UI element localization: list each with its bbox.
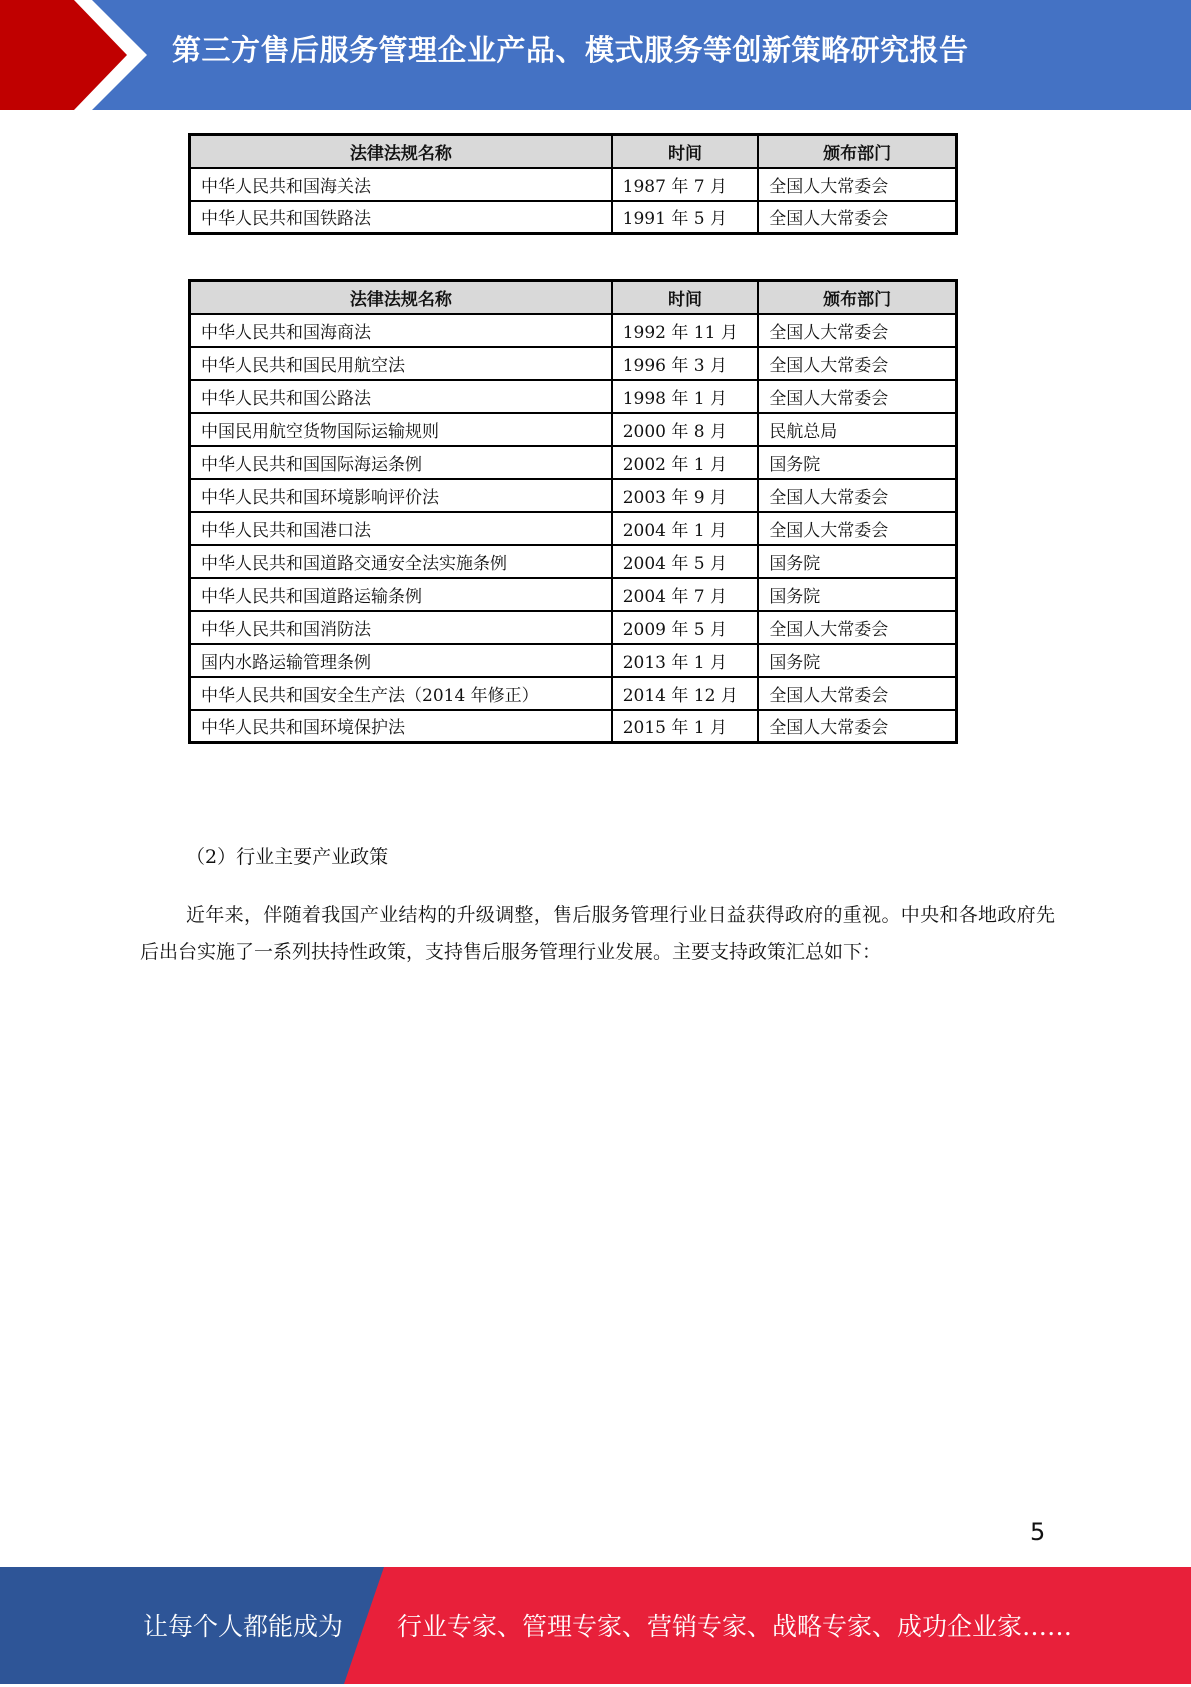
law-name: 中国民用航空货物国际运输规则 [190, 413, 612, 446]
table-header-row [190, 281, 957, 314]
header-banner [0, 0, 1191, 110]
table-row [190, 201, 957, 234]
law-name: 中华人民共和国环境影响评价法 [190, 479, 612, 512]
law-department: 全国人大常委会 [758, 479, 956, 512]
law-date: 2004 年 1 月 [612, 512, 759, 545]
table-row [190, 380, 957, 413]
law-department: 全国人大常委会 [758, 677, 956, 710]
law-department: 全国人大常委会 [758, 380, 956, 413]
law-date: 2009 年 5 月 [612, 611, 759, 644]
table-row [190, 512, 957, 545]
law-name: 中华人民共和国海关法 [190, 168, 612, 201]
law-department: 国务院 [758, 545, 956, 578]
table-row [190, 578, 957, 611]
law-date: 2002 年 1 月 [612, 446, 759, 479]
law-date: 1992 年 11 月 [612, 314, 759, 347]
header-arrow-decoration [0, 0, 160, 110]
table-row [190, 314, 957, 347]
law-date: 2004 年 5 月 [612, 545, 759, 578]
table-row [190, 677, 957, 710]
table-row [190, 413, 957, 446]
law-department: 全国人大常委会 [758, 314, 956, 347]
footer-slogan-lead: 让每个人都能成为 [143, 1612, 344, 1641]
footer-slogan-list: 行业专家、管理专家、营销专家、战略专家、成功企业家…… [397, 1612, 1073, 1641]
law-department: 民航总局 [758, 413, 956, 446]
law-date: 2000 年 8 月 [612, 413, 759, 446]
law-date: 2003 年 9 月 [612, 479, 759, 512]
law-date: 1998 年 1 月 [612, 380, 759, 413]
table-header-row [190, 135, 957, 168]
page-number: 5 [1030, 1518, 1046, 1546]
law-department: 全国人大常委会 [758, 201, 956, 234]
law-department: 全国人大常委会 [758, 611, 956, 644]
law-name: 中华人民共和国公路法 [190, 380, 612, 413]
law-name: 中华人民共和国环境保护法 [190, 710, 612, 743]
law-name: 中华人民共和国道路交通安全法实施条例 [190, 545, 612, 578]
law-department: 国务院 [758, 644, 956, 677]
body-paragraph: 近年来，伴随着我国产业结构的升级调整，售后服务管理行业日益获得政府的重视。中央和各地政府先后出台实施了一系列扶持性政策，支持售后服务管理行业发展。主要支持政策汇总如下： [140, 904, 1055, 963]
column-header-date: 时间 [612, 135, 759, 168]
table-row [190, 479, 957, 512]
table-row [190, 446, 957, 479]
law-name: 中华人民共和国国际海运条例 [190, 446, 612, 479]
column-header-name: 法律法规名称 [190, 281, 612, 314]
law-name: 中华人民共和国消防法 [190, 611, 612, 644]
law-department: 国务院 [758, 446, 956, 479]
law-name: 国内水路运输管理条例 [190, 644, 612, 677]
law-name: 中华人民共和国海商法 [190, 314, 612, 347]
table-row [190, 710, 957, 743]
report-title: 第三方售后服务管理企业产品、模式服务等创新策略研究报告 [172, 33, 969, 67]
law-department: 全国人大常委会 [758, 347, 956, 380]
law-date: 1991 年 5 月 [612, 201, 759, 234]
law-department: 国务院 [758, 578, 956, 611]
law-department: 全国人大常委会 [758, 512, 956, 545]
law-date: 2014 年 12 月 [612, 677, 759, 710]
column-header-date: 时间 [612, 281, 759, 314]
column-header-department: 颁布部门 [758, 135, 956, 168]
table-row [190, 168, 957, 201]
law-name: 中华人民共和国港口法 [190, 512, 612, 545]
law-department: 全国人大常委会 [758, 710, 956, 743]
table-row [190, 347, 957, 380]
column-header-department: 颁布部门 [758, 281, 956, 314]
table-row [190, 644, 957, 677]
table-row [190, 545, 957, 578]
law-date: 2015 年 1 月 [612, 710, 759, 743]
law-date: 2013 年 1 月 [612, 644, 759, 677]
section-heading: （2）行业主要产业政策 [186, 846, 389, 868]
footer-banner [0, 1567, 1191, 1684]
law-date: 2004 年 7 月 [612, 578, 759, 611]
law-table-2 [188, 279, 958, 744]
law-name: 中华人民共和国民用航空法 [190, 347, 612, 380]
law-name: 中华人民共和国安全生产法（2014 年修正） [190, 677, 612, 710]
column-header-name: 法律法规名称 [190, 135, 612, 168]
law-date: 1996 年 3 月 [612, 347, 759, 380]
law-date: 1987 年 7 月 [612, 168, 759, 201]
law-name: 中华人民共和国铁路法 [190, 201, 612, 234]
table-row [190, 611, 957, 644]
law-table-1 [188, 133, 958, 235]
law-department: 全国人大常委会 [758, 168, 956, 201]
law-name: 中华人民共和国道路运输条例 [190, 578, 612, 611]
